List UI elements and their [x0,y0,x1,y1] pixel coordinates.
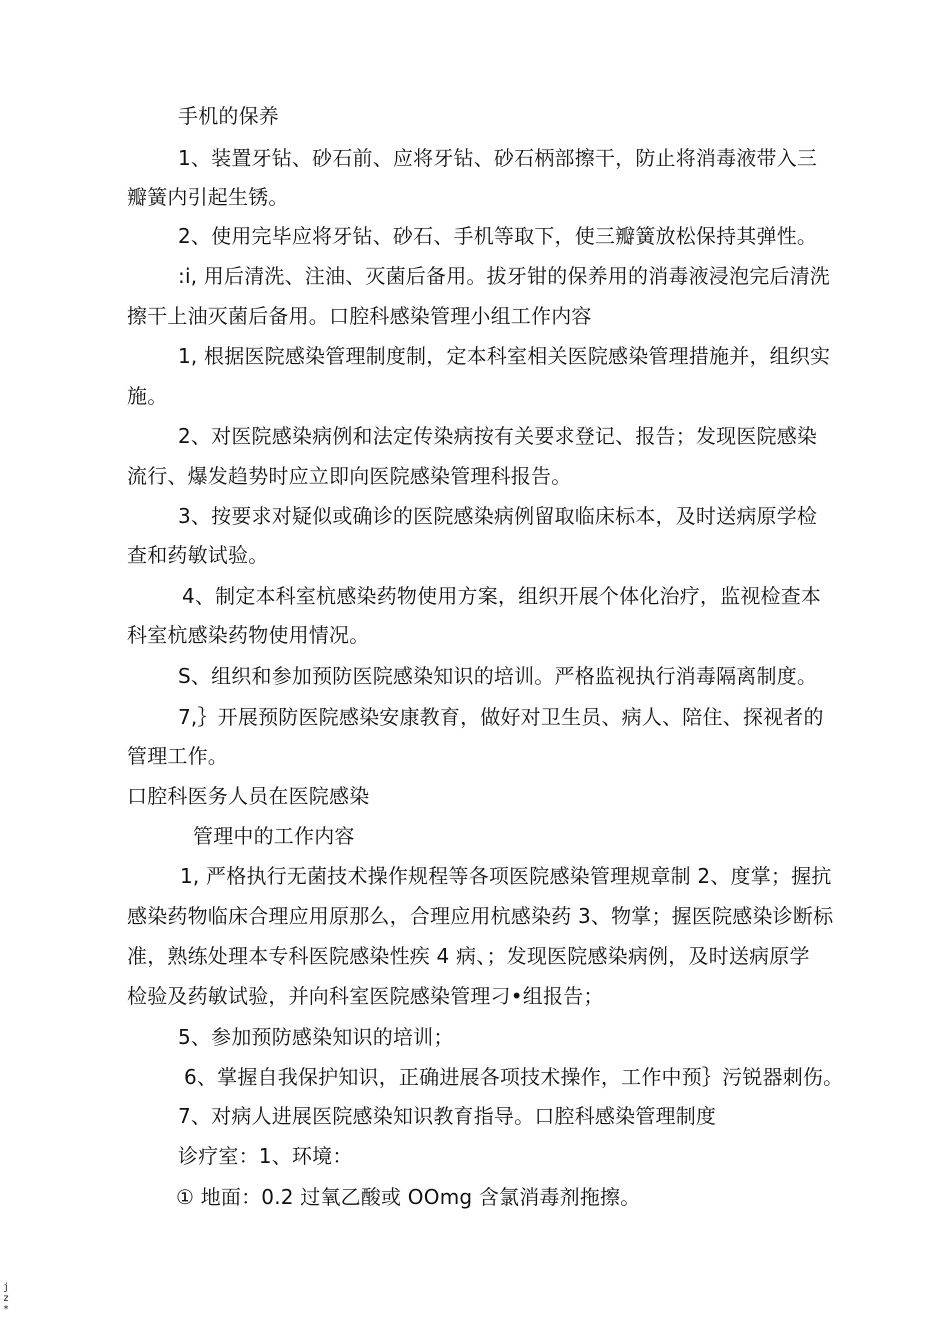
paragraph-line: ① 地面：0.2 过氧乙酸或 OOmg 含氯消毒剂拖擦。 [176,1185,641,1209]
paragraph-line: 7、对病人进展医院感染知识教育指导。口腔科感染管理制度 [178,1104,717,1128]
margin-note: j z * [3,1282,10,1315]
paragraph-line: 瓣簧内引起生锈。 [127,185,289,209]
paragraph-line: 查和药敏试验。 [127,543,269,567]
paragraph-line: 2、对医院感染病例和法定传染病按有关要求登记、报告；发现医院感染 [178,424,818,448]
paragraph-line: S、组织和参加预防医院感染知识的培训。严格监视执行消毒隔离制度。 [178,664,818,688]
paragraph-line: 诊疗室：1、环境： [178,1144,353,1168]
paragraph-line: 1, 严格执行无菌技术操作规程等各项医院感染管理规章制 2、度掌；握抗 [180,864,832,888]
paragraph-line: 准，熟练处理本专科医院感染性疾 4 病、；发现医院感染病例，及时送病原学 [127,944,810,968]
section-heading: 管理中的工作内容 [193,824,355,848]
paragraph-line: 1, 根据医院感染管理制度制，定本科室相关医院感染管理措施并，组织实 [178,344,831,368]
paragraph-line: 7,｝开展预防医院感染安康教育，做好对卫生员、病人、陪住、探视者的 [178,705,824,729]
paragraph-line: 擦干上油灭菌后备用。口腔科感染管理小组工作内容 [127,304,592,328]
paragraph-line: 科室杭感染药物使用情况。 [127,623,370,647]
paragraph-line: 1、装置牙钻、砂石前、应将牙钻、砂石柄部擦干，防止将消毒液带入三 [178,146,818,170]
heading-handpiece-maintenance: 手机的保养 [178,104,279,128]
paragraph-line: 流行、爆发趋势时应立即向医院感染管理科报告。 [127,464,572,488]
paragraph-line: 管理工作。 [127,744,228,768]
paragraph-line: 4、制定本科室杭感染药物使用方案，组织开展个体化治疗，监视检查本 [182,584,822,608]
paragraph-line: 检验及药敏试验，并向科室医院感染管理刁•组报告； [127,984,604,1008]
section-heading: 口腔科医务人员在医院感染 [127,784,370,808]
paragraph-line: :i, 用后清洗、注油、灭菌后备用。拔牙钳的保养用的消毒液浸泡完后清洗 [178,264,831,288]
paragraph-line: 5、参加预防感染知识的培训； [178,1025,454,1049]
paragraph-line: 6、掌握自我保护知识，正确进展各项技术操作，工作中预｝污锐器刺伤。 [184,1065,844,1089]
paragraph-line: 施。 [127,384,168,408]
paragraph-line: 2、使用完毕应将牙钻、砂石、手机等取下，使三瓣簧放松保持其弹性。 [178,224,818,248]
paragraph-line: 3、按要求对疑似或确诊的医院感染病例留取临床标本，及时送病原学检 [178,504,818,528]
paragraph-line: 感染药物临床合理应用原那么，合理应用杭感染药 3、物掌；握医院感染诊断标 [127,904,834,928]
